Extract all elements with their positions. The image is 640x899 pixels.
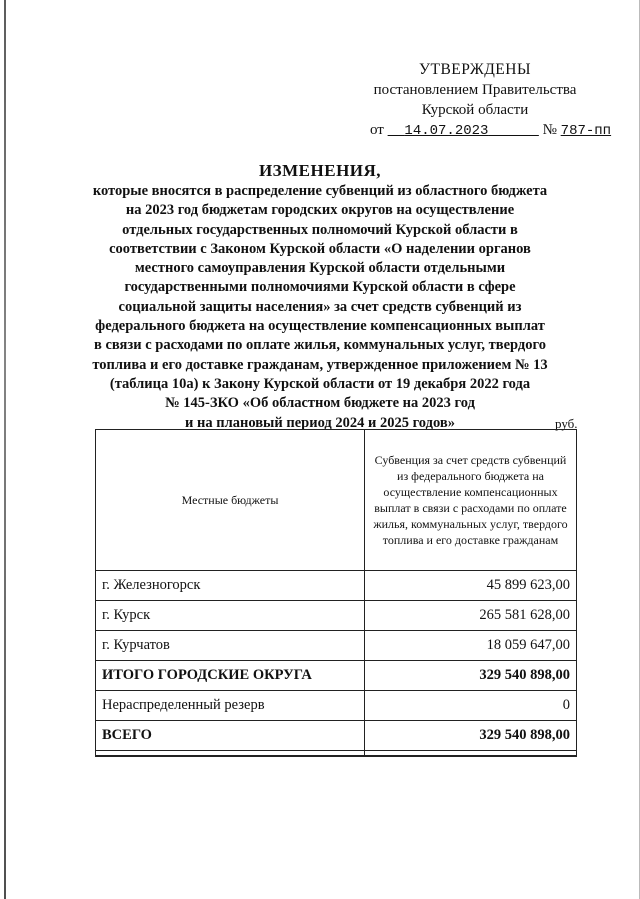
row-value: 0 (365, 691, 577, 721)
number-label: № (542, 122, 557, 138)
heading-line: в связи с расходами по оплате жилья, коммунальных услуг, твердого (94, 337, 546, 354)
column-header-subvention: Субвенция за счет средств субвенций из федерального бюджета на осуществление компенсационных выплат в связи с расходами по оплате жилья, коммунальных услуг, твердого топлива и его доставке гражданам (365, 430, 577, 571)
approval-dateline (370, 120, 612, 141)
document-heading (80, 160, 560, 433)
heading-line: и на плановый период 2024 и 2025 годов» (185, 414, 455, 431)
row-name: г. Курск (96, 601, 365, 631)
rule-cell (365, 751, 577, 757)
row-value: 18 059 647,00 (365, 631, 577, 661)
currency-unit: руб. (555, 416, 578, 431)
approval-title: УТВЕРЖДЕНЫ (419, 61, 531, 78)
rule-cell (96, 751, 365, 757)
heading-line: (таблица 10а) к Закону Курской области от 19 декабря 2022 года (109, 375, 531, 392)
table-row-subtotal (96, 661, 577, 691)
row-value: 329 540 898,00 (365, 721, 577, 751)
budget-table (95, 429, 577, 757)
table-row (96, 691, 577, 721)
heading-line: местного самоуправления Курской области отдельными (134, 260, 506, 277)
heading-line: государственными полномочиями Курской области в сфере (124, 279, 516, 296)
table-header-row (96, 430, 577, 571)
row-name: г. Курчатов (96, 631, 365, 661)
row-value: 329 540 898,00 (365, 661, 577, 691)
heading-body (80, 182, 560, 433)
table-row-total (96, 721, 577, 751)
approval-date-value: 14.07.2023 (404, 123, 489, 139)
heading-line: которые вносятся в распределение субвенций из областного бюджета (92, 183, 548, 199)
table-row (96, 571, 577, 601)
from-label: от (370, 122, 384, 138)
heading-line: на 2023 год бюджетам городских округов на осуществление (125, 202, 515, 219)
row-name: Нераспределенный резерв (96, 691, 365, 721)
approval-line: постановлением Правительства (373, 82, 577, 98)
row-value: 45 899 623,00 (365, 571, 577, 601)
heading-line: соответствии с Законом Курской области «О наделении органов (109, 240, 531, 257)
row-name: ВСЕГО (96, 721, 365, 751)
table-row (96, 601, 577, 631)
heading-line: социальной защиты населения» за счет средств субвенций из (118, 298, 522, 315)
approval-line: Курской области (421, 102, 529, 118)
heading-line: отдельных государственных полномочий Курской области в (122, 221, 518, 238)
scan-edge (4, 0, 6, 899)
approval-date (388, 123, 539, 139)
heading-line: топлива и его доставке гражданам, утвержденное приложением № 13 (92, 356, 548, 373)
row-value: 265 581 628,00 (365, 601, 577, 631)
row-name: г. Железногорск (96, 571, 365, 601)
approval-block (360, 60, 612, 141)
heading-line: № 145-ЗКО «Об областном бюджете на 2023 год (165, 395, 475, 412)
row-name: ИТОГО ГОРОДСКИЕ ОКРУГА (96, 661, 365, 691)
approval-number: 787-пп (560, 123, 612, 139)
table-row (96, 631, 577, 661)
table-bottom-rule (96, 751, 577, 757)
heading-title: ИЗМЕНЕНИЯ, (258, 161, 382, 180)
heading-line: федерального бюджета на осуществление компенсационных выплат (95, 318, 545, 335)
column-header-budgets: Местные бюджеты (96, 430, 365, 571)
